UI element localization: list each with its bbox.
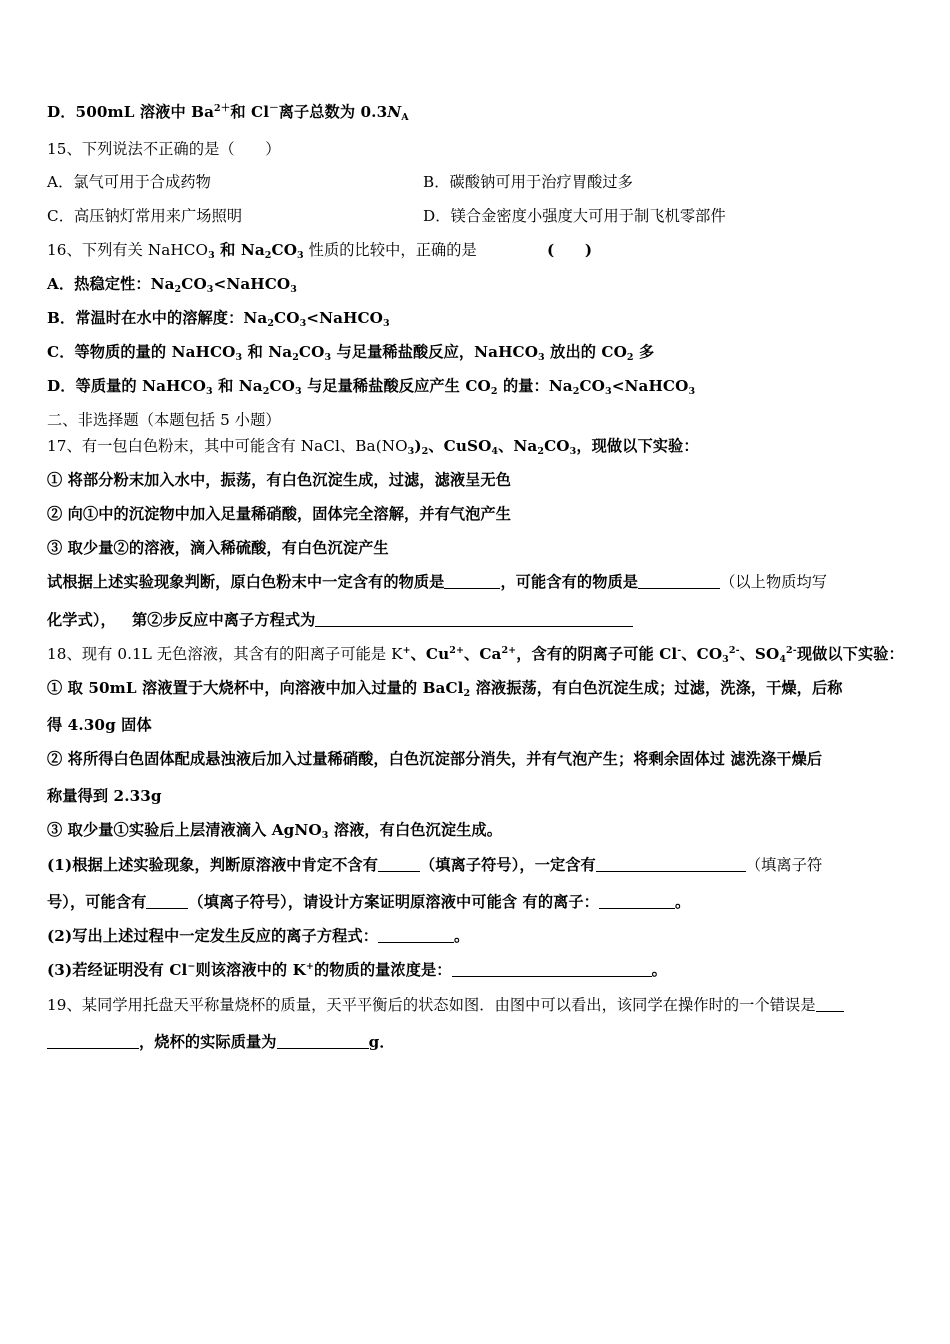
q16-stem: 16、下列有关 NaHCO$_3$ 和 $Na_2CO_3$ 性质的比较中，正确的是 ( ) (47, 241, 593, 261)
q17-step-3: ③ 取少量②的溶液，滴入稀硫酸，有白色沉淀产生 (47, 539, 389, 557)
answer-blank[interactable] (596, 857, 746, 872)
q17-step-2: ② 向①中的沉淀物中加入足量稀硝酸，固体完全溶解，并有气泡产生 (47, 505, 512, 523)
q16-option-d: D．等质量的 NaHCO$_3$ 和 $Na_2CO_3$ 与足量稀盐酸反应产生 $CO_2$ 的量：$Na_2CO_3<NaHCO_3$ (47, 377, 696, 397)
q15-option-a: A．氯气可用于合成药物 (47, 173, 211, 191)
q18-part-1: (1)根据上述实验现象，判断原溶液中肯定不含有 （填离子符号），一定含有 （填离子符 (47, 856, 823, 874)
q18-step-2: ② 将所得白色固体配成悬浊液后加入过量稀硝酸，白色沉淀部分消失，并有气泡产生；将剩余固体过 滤洗涤干燥后 (47, 750, 823, 768)
q15-option-d: D．镁合金密度小强度大可用于制飞机零部件 (423, 207, 726, 225)
q19-stem-cont: ，烧杯的实际质量为 g． (47, 1032, 395, 1052)
q18-part-3: (3)若经证明没有 Cl−则该溶液中的 K+的物质的量浓度是： 。 (47, 961, 667, 979)
q18-step-2-cont: 称量得到 2.33g (47, 787, 162, 805)
q18-step-1-cont: 得 4.30g 固体 (47, 716, 152, 734)
answer-blank[interactable] (47, 1034, 139, 1049)
q18-part-1-cont: 号），可能含有 （填离子符号），请设计方案证明原溶液中可能含 有的离子： 。 (47, 893, 691, 911)
q14-option-d: D．500mL 溶液中 $Ba^{2+}$和 Cl－离子总数为 $0.3N_A$ (47, 103, 409, 123)
answer-blank[interactable] (816, 997, 844, 1012)
answer-blank[interactable] (315, 612, 633, 627)
answer-blank[interactable] (378, 857, 420, 872)
q16-option-a: A．热稳定性：$Na_2CO_3<NaHCO_3$ (47, 275, 297, 295)
q18-stem: 18、现有 0.1L 无色溶液，其含有的阳离子可能是 K+、$Cu^{2+}$、$Ca^{2+}$，含有的阴离子可能 Cl-、$CO_3^{2-}$、$SO_4^{2-}$现做以下实验： (47, 645, 904, 665)
answer-blank[interactable] (444, 574, 500, 589)
q16-option-b: B．常温时在水中的溶解度：$Na_2CO_3<NaHCO_3$ (47, 309, 390, 329)
answer-blank[interactable] (146, 894, 188, 909)
q18-step-3: ③ 取少量①实验后上层清液滴入 AgNO$_3$ 溶液，有白色沉淀生成。 (47, 821, 502, 841)
answer-blank[interactable] (378, 928, 454, 943)
q15-options-cd (47, 206, 907, 226)
q16-option-c: C．等物质的量的 NaHCO$_3$ 和 $Na_2CO_3$ 与足量稀盐酸反应，NaHCO$_3$ 放出的 $CO_2$ 多 (47, 343, 655, 363)
q17-step-1: ① 将部分粉末加入水中，振荡，有白色沉淀生成，过滤，滤液呈无色 (47, 471, 512, 489)
q18-step-1: ① 取 50mL 溶液置于大烧杯中，向溶液中加入过量的 BaCl$_2$ 溶液振荡，有白色沉淀生成；过滤，洗涤，干燥，后称 (47, 679, 843, 699)
q15-option-c: C．高压钠灯常用来广场照明 (47, 207, 243, 225)
answer-blank[interactable] (277, 1034, 369, 1049)
q15-stem: 15、下列说法不正确的是（ ） (47, 140, 281, 158)
q17-stem: 17、有一包白色粉末，其中可能含有 NaCl、$Ba(NO_3)_2$、CuSO$_4$、$Na_2CO_3$，现做以下实验： (47, 437, 699, 457)
answer-blank[interactable] (638, 574, 720, 589)
answer-blank[interactable] (452, 962, 652, 977)
q18-part-2: (2)写出上述过程中一定发生反应的离子方程式： 。 (47, 927, 470, 945)
q15-options-ab (47, 172, 907, 192)
answer-blank[interactable] (599, 894, 675, 909)
q17-question-2: 化学式）， 第②步反应中离子方程式为 (47, 610, 633, 630)
section-heading: 二、非选择题（本题包括 5 小题） (47, 411, 281, 429)
q15-option-b: B．碳酸钠可用于治疗胃酸过多 (423, 173, 633, 191)
q17-question-1: 试根据上述实验现象判断，原白色粉末中一定含有的物质是 ，可能含有的物质是 （以上物质均写 (47, 573, 828, 591)
q19-stem: 19、某同学用托盘天平称量烧杯的质量，天平平衡后的状态如图．由图中可以看出，该同学在操作时的一个错误是 (47, 995, 844, 1015)
